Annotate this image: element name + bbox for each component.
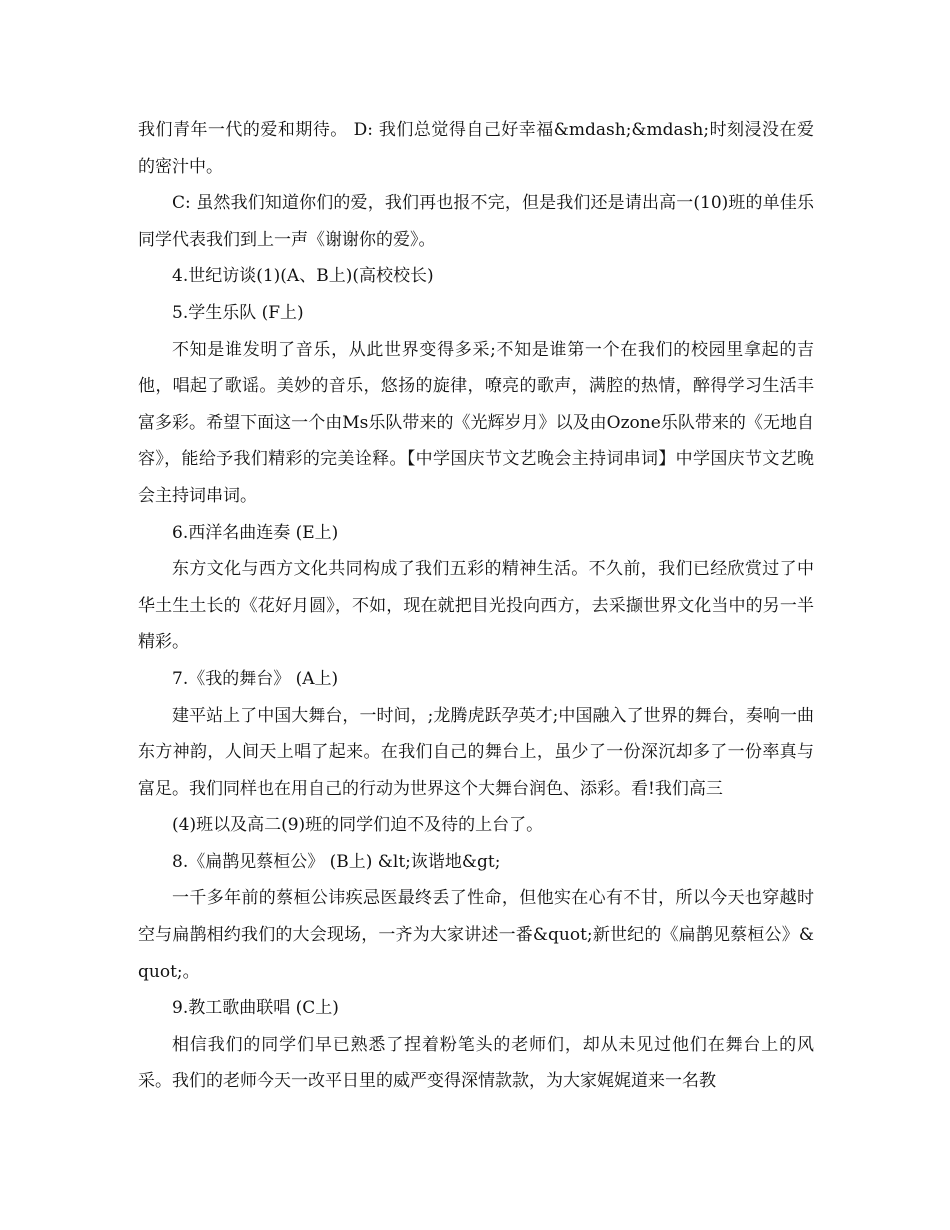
section-heading-5: 5.学生乐队 (F上) bbox=[172, 302, 304, 323]
paragraph-my-stage-cont: (4)班以及高二(9)班的同学们迫不及待的上台了。 bbox=[172, 815, 544, 836]
section-heading-7: 7.《我的舞台》 (A上) bbox=[172, 668, 339, 689]
section-heading-6: 6.西洋名曲连奏 (E上) bbox=[172, 522, 339, 543]
paragraph-teachers: 相信我们的同学们早已熟悉了捏着粉笔头的老师们，却从未见过他们在舞台上的风采。我们的老师今天一改平日里的威严变得深情款款，为大家娓娓道来一名教 bbox=[138, 1034, 814, 1092]
paragraph-2: C: 虽然我们知道你们的爱，我们再也报不完，但是我们还是请出高一(10)班的单佳乐同学代表我们到上一声《谢谢你的爱》。 bbox=[138, 193, 814, 250]
section-heading-4: 4.世纪访谈(1)(A、B上)(高校校长) bbox=[172, 266, 434, 287]
document-body bbox=[138, 112, 814, 1100]
paragraph-bianque: 一千多年前的蔡桓公讳疾忌医最终丢了性命，但他实在心有不甘，所以今天也穿越时空与扁鹊相约我们的大会现场，一齐为大家讲述一番&quot;新世纪的《扁鹊见蔡桓公》&quot;。 bbox=[138, 888, 814, 982]
paragraph-western-music: 东方文化与西方文化共同构成了我们五彩的精神生活。不久前，我们已经欣赏过了中华土生土长的《花好月圆》，不如，现在就把目光投向西方，去采撷世界文化当中的另一半精彩。 bbox=[138, 559, 814, 653]
section-heading-8: 8.《扁鹊见蔡桓公》 (B上) &lt;诙谐地&gt; bbox=[172, 851, 501, 872]
paragraph-my-stage: 建平站上了中国大舞台，一时间，;龙腾虎跃孕英才;中国融入了世界的舞台，奏响一曲东方神韵，人间天上唱了起来。在我们自己的舞台上，虽少了一份深沉却多了一份率真与富足。我们同样也在用自己的行动为世界这个大舞台润色、添彩。看!我们高三 bbox=[138, 705, 814, 799]
paragraph-band-intro: 不知是谁发明了音乐，从此世界变得多采;不知是谁第一个在我们的校园里拿起的吉他，唱起了歌谣。美妙的音乐，悠扬的旋律，嘹亮的歌声，满腔的热情，醉得学习生活丰富多彩。希望下面这一个由Ms乐队带来的《光辉岁月》以及由Ozone乐队带来的《无地自容》，能给予我们精彩的完美诠释。【中学国庆节文艺晚会主持词串词】中学国庆节文艺晚会主持词串词。 bbox=[138, 339, 814, 506]
paragraph-1: 我们青年一代的爱和期待。 D: 我们总觉得自己好幸福&mdash;&mdash;时刻浸没在爱的密汁中。 bbox=[138, 120, 814, 177]
section-heading-9: 9.教工歌曲联唱 (C上) bbox=[172, 998, 339, 1019]
